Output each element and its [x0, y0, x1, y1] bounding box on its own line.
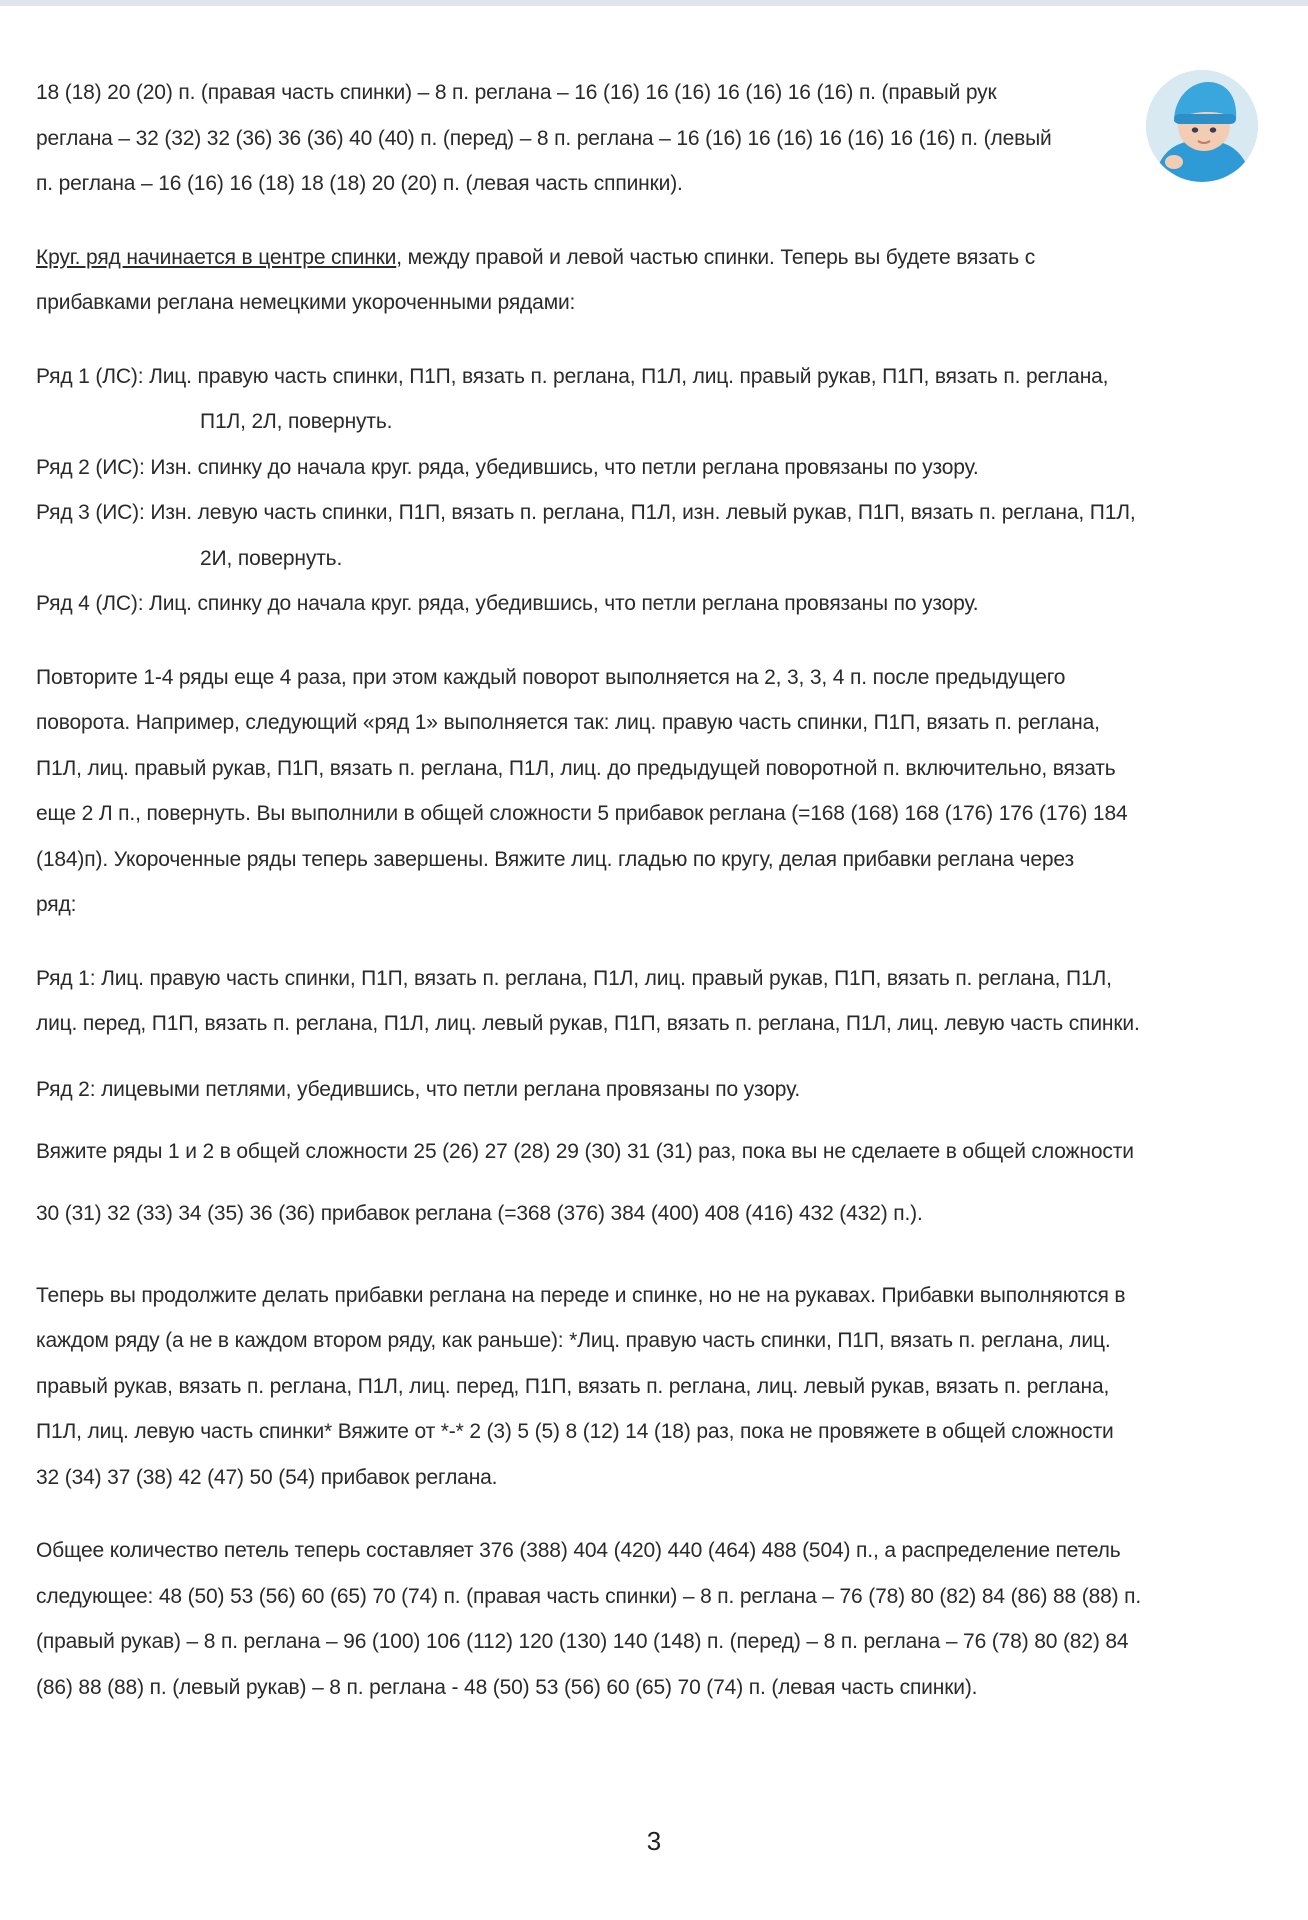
text-line: п. реглана – 16 (16) 16 (18) 18 (18) 20 (20) п. (левая часть сппинки). — [36, 172, 683, 195]
text-line: следующее: 48 (50) 53 (56) 60 (65) 70 (74) п. (правая часть спинки) – 8 п. реглана – 76 (78) 80 (82) 84 (86) 88 (88) п. — [36, 1584, 1142, 1608]
text-line: ряд: — [36, 893, 77, 916]
text-line: поворота. Например, следующий «ряд 1» выполняется так: лиц. правую часть спинки, П1П, вязать п. реглана, — [36, 711, 1100, 734]
text-line — [36, 235, 1256, 281]
text-line: 30 (31) 32 (33) 34 (35) 36 (36) прибавок реглана (=368 (376) 384 (400) 408 (416) 432 (432) п.). — [36, 1201, 923, 1225]
text-line: Ряд 1: Лиц. правую часть спинки, П1П, вязать п. реглана, П1Л, лиц. правый рукав, П1П, вязать п. реглана, П1Л, — [36, 966, 1112, 990]
body-increases-paragraph — [36, 1273, 1252, 1501]
short-row-4: Ряд 4 (ЛС): Лиц. спинку до начала круг. ряда, убедившись, что петли реглана провязаны по узору. — [36, 592, 979, 615]
text-line: прибавками реглана немецкими укороченными рядами: — [36, 291, 576, 314]
round-row-1 — [36, 956, 1256, 1047]
short-row-1-continuation: П1Л, 2Л, повернуть. — [200, 410, 393, 433]
text-line: (184)п). Укороченные ряды теперь завершены. Вяжите лиц. гладью по кругу, делая прибавки реглана через — [36, 847, 1074, 871]
short-rows-list — [36, 354, 1256, 627]
text-line: еще 2 Л п., повернуть. Вы выполнили в общей сложности 5 прибавок реглана (=168 (168) 168 (176) 176 (176) 184 — [36, 802, 1128, 825]
text-line: Повторите 1-4 ряды еще 4 раза, при этом каждый поворот выполняется на 2, 3, 3, 4 п. после предыдущего — [36, 665, 1066, 689]
text-line: Общее количество петель теперь составляет 376 (388) 404 (420) 440 (464) 488 (504) п., а распределение петель — [36, 1539, 1121, 1562]
top-strip — [0, 0, 1308, 6]
page-number: 3 — [646, 1826, 662, 1856]
text-line: правый рукав, вязать п. реглана, П1Л, лиц. перед, П1П, вязать п. реглана, лиц. левый рукав, вязать п. реглана, — [36, 1374, 1110, 1398]
underlined-text: Круг. ряд начинается в центре спинки — [36, 245, 397, 269]
text-line: лиц. перед, П1П, вязать п. реглана, П1Л, лиц. левый рукав, П1П, вязать п. реглана, П1Л, лиц. левую часть спинки. — [36, 1012, 1140, 1035]
text-line: реглана – 32 (32) 32 (36) 36 (36) 40 (40) п. (перед) – 8 п. реглана – 16 (16) 16 (16) 16 (16) 16 (16) п. (левый — [36, 126, 1052, 150]
header-paragraph — [36, 70, 1136, 207]
short-row-3-continuation: 2И, повернуть. — [200, 546, 343, 570]
text-line: 18 (18) 20 (20) п. (правая часть спинки) – 8 п. реглана – 16 (16) 16 (16) 16 (16) 16 (16) п. (правый рук — [36, 81, 997, 104]
short-row-1: Ряд 1 (ЛС): Лиц. правую часть спинки, П1П, вязать п. реглана, П1Л, лиц. правый рукав, П1П, вязать п. реглана, — [36, 364, 1109, 388]
text-line: 32 (34) 37 (38) 42 (47) 50 (54) прибавок реглана. — [36, 1465, 498, 1489]
text-line: Вяжите ряды 1 и 2 в общей сложности 25 (26) 27 (28) 29 (30) 31 (31) раз, пока вы не сделаете в общей сложности — [36, 1139, 1134, 1163]
intro-paragraph — [36, 235, 1256, 326]
repeat-rows-paragraph — [36, 1121, 1256, 1245]
text-line: каждом ряду (а не в каждом втором ряду, как раньше): *Лиц. правую часть спинки, П1П, вязать п. реглана, лиц. — [36, 1329, 1111, 1352]
text-line: Теперь вы продолжите делать прибавки реглана на переде и спинке, но не на рукавах. Прибавки выполняются в — [36, 1283, 1126, 1307]
text-span: , между правой и левой частью спинки. Теперь вы будете вязать с — [396, 245, 1036, 269]
short-row-3: Ряд 3 (ИС): Изн. левую часть спинки, П1П, вязать п. реглана, П1Л, изн. левый рукав, П1П, вязать п. реглана, П1Л, — [36, 501, 1136, 524]
repeat-paragraph — [36, 655, 1242, 928]
short-row-2: Ряд 2 (ИС): Изн. спинку до начала круг. ряда, убедившись, что петли реглана провязаны по узору. — [36, 455, 979, 479]
total-stitches-paragraph — [36, 1528, 1252, 1710]
text-line: П1Л, лиц. левую часть спинки* Вяжите от *-* 2 (3) 5 (5) 8 (12) 14 (18) раз, пока не провяжете в общей сложности — [36, 1420, 1114, 1443]
text-line: (86) 88 (88) п. (левый рукав) – 8 п. реглана - 48 (50) 53 (56) 60 (65) 70 (74) п. (левая часть спинки). — [36, 1675, 978, 1699]
pattern-page — [36, 70, 1256, 1710]
text-line: Ряд 2: лицевыми петлями, убедившись, что петли реглана провязаны по узору. — [36, 1077, 801, 1101]
text-line: П1Л, лиц. правый рукав, П1П, вязать п. реглана, П1Л, лиц. до предыдущей поворотной п. включительно, вязать — [36, 756, 1116, 780]
text-line: (правый рукав) – 8 п. реглана – 96 (100) 106 (112) 120 (130) 140 (148) п. (перед) – 8 п. реглана – 76 (78) 80 (82) 84 — [36, 1630, 1129, 1653]
round-row-2 — [36, 1059, 1256, 1121]
